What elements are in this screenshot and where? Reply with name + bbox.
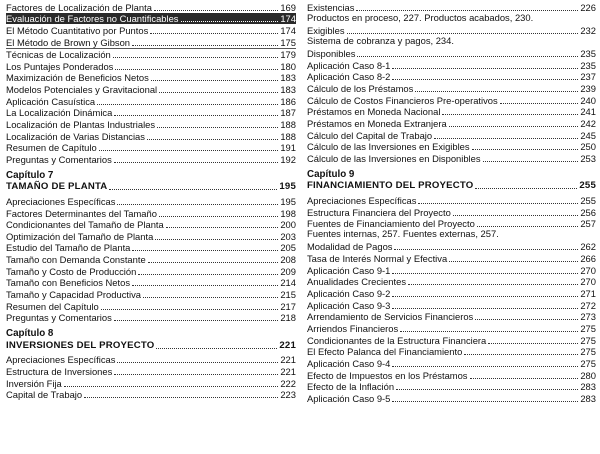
toc-subentries [307, 36, 596, 48]
dot-leader [181, 21, 279, 22]
toc-entry [307, 82, 596, 94]
toc-entry [307, 117, 596, 129]
toc-entry [6, 207, 296, 219]
dot-leader [101, 309, 279, 310]
toc-entry [307, 392, 596, 404]
toc-entry-title: FINANCIAMIENTO DEL PROYECTO [307, 180, 474, 192]
dot-leader [99, 150, 279, 151]
section-heading [6, 181, 296, 193]
toc-page-number: 255 [580, 194, 596, 206]
toc-entry-title: Modelos Potenciales y Gravitacional [6, 84, 158, 96]
dot-leader [400, 331, 578, 332]
toc-entry-title: Capítulo 7 [6, 169, 54, 181]
dot-leader [392, 401, 578, 402]
toc-entry-title: Disponibles [307, 48, 356, 60]
toc-entry [6, 13, 296, 25]
toc-entry-title: Cálculo del Capital de Trabajo [307, 129, 433, 141]
dot-leader [357, 56, 578, 57]
toc-entry [307, 141, 596, 153]
dot-leader [415, 91, 578, 92]
dot-leader [157, 127, 278, 128]
dot-leader [155, 239, 278, 240]
toc-entry [307, 94, 596, 106]
toc-entry [6, 60, 296, 72]
chapter-heading [307, 168, 596, 180]
toc-entry-title: Aplicación Caso 9-3 [307, 299, 391, 311]
toc-page-number: 187 [280, 107, 296, 119]
toc-entry [6, 195, 296, 207]
toc-entry [6, 277, 296, 289]
toc-entry [307, 241, 596, 253]
toc-entry [6, 95, 296, 107]
toc-entry [6, 49, 296, 61]
dot-leader [114, 115, 278, 116]
dot-leader [156, 348, 277, 349]
toc-page-number: 195 [279, 181, 296, 193]
toc-page-number: 221 [280, 354, 296, 366]
toc-page-number: 215 [280, 289, 296, 301]
toc-entry-title: Arrendamiento de Servicios Financieros [307, 311, 474, 323]
dot-leader [132, 45, 278, 46]
toc-page-number: 245 [580, 129, 596, 141]
toc-entry [307, 357, 596, 369]
toc-page-number: 169 [280, 1, 296, 13]
toc-entry [307, 369, 596, 381]
dot-leader [138, 274, 278, 275]
toc-entry-title: Tamaño y Costo de Producción [6, 265, 137, 277]
dot-leader [488, 343, 578, 344]
dot-leader [147, 139, 278, 140]
toc-entry [6, 389, 296, 401]
dot-leader [392, 308, 578, 309]
toc-entry [307, 194, 596, 206]
toc-entry-title: Aplicación Caso 9-4 [307, 357, 391, 369]
toc-right-column [307, 1, 596, 404]
toc-entry-title: Aplicación Caso 9-5 [307, 392, 391, 404]
toc-page-number: 183 [280, 72, 296, 84]
toc-entry [6, 24, 296, 36]
toc-page-number: 237 [580, 71, 596, 83]
toc-entry-title: Los Puntajes Ponderados [6, 60, 114, 72]
toc-entry-title: Factores Determinantes del Tamaño [6, 207, 157, 219]
toc-entry-title: Cálculo de las Inversiones en Disponibles [307, 152, 481, 164]
toc-entry-title: Aplicación Caso 9-1 [307, 264, 391, 276]
toc-page-number: 232 [580, 24, 596, 36]
toc-page-number: 180 [280, 60, 296, 72]
toc-page-number: 186 [280, 95, 296, 107]
toc-entry-title: El Efecto Palanca del Financiamiento [307, 346, 463, 358]
toc-entry [6, 365, 296, 377]
dot-leader [84, 397, 278, 398]
toc-entry-title: Resumen del Capítulo [6, 300, 99, 312]
toc-entry-title: Aplicación Caso 8-2 [307, 71, 391, 83]
toc-page-number: 223 [280, 389, 296, 401]
toc-entry [307, 59, 596, 71]
toc-page-number: 235 [580, 59, 596, 71]
toc-entry [6, 312, 296, 324]
dot-leader [392, 366, 578, 367]
dot-leader [434, 138, 578, 139]
dot-leader [392, 296, 578, 297]
toc-entry [6, 354, 296, 366]
toc-entry-title: Préstamos en Moneda Nacional [307, 106, 441, 118]
toc-entry-title: Preguntas y Comentarios [6, 153, 112, 165]
dot-leader [392, 68, 578, 69]
toc-entry [307, 48, 596, 60]
dot-leader [117, 362, 278, 363]
toc-entry [6, 1, 296, 13]
toc-entry-title: Técnicas de Localización [6, 49, 111, 61]
toc-page-number: 262 [580, 241, 596, 253]
dot-leader [453, 215, 579, 216]
toc-entry-title: Existencias [307, 1, 355, 13]
toc-entry-title: Tamaño y Capacidad Productiva [6, 289, 141, 301]
toc-entry-title: Modalidad de Pagos [307, 241, 393, 253]
dot-leader [97, 104, 278, 105]
dot-leader [150, 33, 278, 34]
toc-page-number: 270 [580, 264, 596, 276]
dot-leader [394, 249, 578, 250]
toc-entry [307, 287, 596, 299]
toc-entry [6, 72, 296, 84]
toc-entry [6, 265, 296, 277]
toc-page-number: 209 [280, 265, 296, 277]
dot-leader [154, 10, 278, 11]
toc-page-number: 275 [580, 346, 596, 358]
dot-leader [483, 161, 579, 162]
toc-entry [307, 381, 596, 393]
toc-page-number: 250 [580, 141, 596, 153]
toc-subentries [307, 229, 596, 241]
toc-entry-title: Arriendos Financieros [307, 322, 399, 334]
toc-subentries [307, 13, 596, 25]
dot-leader [115, 69, 278, 70]
toc-entry-title: Tasa de Interés Normal y Efectiva [307, 253, 448, 265]
toc-entry [307, 299, 596, 311]
toc-entry-title: Préstamos en Moneda Extranjera [307, 118, 447, 130]
toc-page-number: 192 [280, 153, 296, 165]
toc-entry-title: Aplicación Caso 9-2 [307, 288, 391, 300]
toc-entry [307, 129, 596, 141]
toc-entry-title: Tamaño con Beneficios Netos [6, 277, 131, 289]
dot-leader [166, 227, 279, 228]
toc-page-number: 183 [280, 84, 296, 96]
toc-entry-title: Optimización del Tamaño de Planta [6, 230, 154, 242]
dot-leader [113, 57, 279, 58]
toc-entry [6, 142, 296, 154]
toc-entry [6, 36, 296, 49]
toc-page-number: 239 [580, 83, 596, 95]
toc-page-number: 214 [280, 277, 296, 289]
toc-entry [6, 153, 296, 165]
toc-entry-title: Inversión Fija [6, 377, 62, 389]
toc-page-number: 226 [580, 1, 596, 13]
toc-page-number: 221 [280, 365, 296, 377]
dot-leader [143, 297, 278, 298]
dot-leader [114, 162, 279, 163]
toc-entry-title: Estructura de Inversiones [6, 365, 113, 377]
toc-page-number: 198 [280, 207, 296, 219]
toc-entry [307, 71, 596, 83]
toc-left-column [6, 1, 296, 400]
toc-entry-title: Cálculo de los Préstamos [307, 83, 414, 95]
dot-leader [159, 92, 278, 93]
toc-entry [307, 152, 596, 164]
toc-entry-title: Estructura Financiera del Proyecto [307, 206, 451, 218]
toc-entry [307, 206, 596, 218]
toc-page-number: 240 [580, 94, 596, 106]
toc-entry [6, 83, 296, 95]
toc-page-number: 221 [279, 339, 296, 351]
toc-entry-title: Aplicación Caso 8-1 [307, 59, 391, 71]
toc-page-number: 179 [280, 49, 296, 61]
toc-page-number: 270 [580, 276, 596, 288]
dot-leader [472, 149, 579, 150]
toc-entry-title: La Localización Dinámica [6, 107, 113, 119]
toc-page-number: 222 [280, 377, 296, 389]
toc-page-number: 191 [280, 142, 296, 154]
dot-leader [475, 188, 577, 189]
toc-entry-title: INVERSIONES DEL PROYECTO [6, 339, 155, 351]
toc-entry-title: Capítulo 8 [6, 327, 54, 339]
toc-entry [307, 106, 596, 118]
toc-entry [6, 230, 296, 242]
toc-page-number: 217 [280, 300, 296, 312]
toc-entry-title: Efecto de Impuestos en los Préstamos [307, 369, 468, 381]
dot-leader [475, 319, 578, 320]
toc-entry-title: Aplicación Casuística [6, 95, 96, 107]
dot-leader [396, 389, 578, 390]
chapter-heading [6, 327, 296, 339]
toc-entry-title: Fuentes de Financiamiento del Proyecto [307, 218, 475, 230]
toc-entry-title: Tamaño con Demanda Constante [6, 254, 146, 266]
dot-leader [159, 216, 278, 217]
toc-page-number: 275 [580, 322, 596, 334]
toc-page-number: 174 [280, 13, 296, 25]
toc-entry [6, 288, 296, 300]
toc-page-number: 266 [580, 253, 596, 265]
toc-entry-title: Preguntas y Comentarios [6, 312, 112, 324]
toc-entry [307, 311, 596, 323]
dot-leader [449, 261, 578, 262]
toc-entry-title: El Método de Brown y Gibson [6, 36, 131, 48]
toc-entry-title: Efecto de la Inflación [307, 381, 395, 393]
toc-entry-title: Localización de Varias Distancias [6, 130, 145, 142]
toc-entry [307, 264, 596, 276]
toc-entry [6, 242, 296, 254]
toc-page-number: 273 [580, 311, 596, 323]
toc-page-number: 255 [579, 180, 596, 192]
toc-entry-title: Capital de Trabajo [6, 389, 83, 401]
dot-leader [356, 10, 578, 11]
toc-entry [307, 276, 596, 288]
dot-leader [347, 33, 579, 34]
toc-entry-title: Anualidades Crecientes [307, 276, 407, 288]
toc-page-number: 256 [580, 206, 596, 218]
toc-page-number: 200 [280, 219, 296, 231]
toc-entry-title: Condicionantes del Tamaño de Planta [6, 219, 164, 231]
toc-page-number: 253 [580, 152, 596, 164]
dot-leader [442, 114, 578, 115]
toc-entry-title: Exigibles [307, 24, 345, 36]
toc-entry-title: Resumen de Capítulo [6, 142, 97, 154]
toc-page-number: 257 [580, 218, 596, 230]
toc-entry [307, 322, 596, 334]
toc-page-number: 271 [580, 288, 596, 300]
toc-page-number: 203 [280, 230, 296, 242]
section-heading [6, 339, 296, 351]
dot-leader [470, 378, 579, 379]
dot-leader [500, 103, 579, 104]
dot-leader [477, 226, 579, 227]
toc-entry-title: Estudio del Tamaño de Planta [6, 242, 131, 254]
toc-entry-title: Cálculo de Costos Financieros Pre-operativos [307, 94, 498, 106]
toc-page-number: 283 [580, 381, 596, 393]
toc-page-number: 272 [580, 299, 596, 311]
dot-leader [408, 284, 578, 285]
toc-entry-title: Evaluación de Factores no Cuantificables [6, 13, 179, 25]
toc-entry [6, 219, 296, 231]
toc-entry-title: Apreciaciones Específicas [6, 354, 116, 366]
toc-entry [6, 107, 296, 119]
toc-page-number: 275 [580, 357, 596, 369]
toc-entry-title: Condicionantes de la Estructura Financiera [307, 334, 487, 346]
toc-page-number: 280 [580, 369, 596, 381]
toc-page-number: 175 [280, 36, 296, 48]
toc-entry-title: Capítulo 9 [307, 168, 355, 180]
toc-entry [307, 334, 596, 346]
toc-entry-title: Factores de Localización de Planta [6, 1, 152, 13]
dot-leader [392, 79, 578, 80]
toc-entry-title: TAMAÑO DE PLANTA [6, 181, 108, 193]
dot-leader [132, 250, 278, 251]
toc-page-number: 283 [580, 392, 596, 404]
toc-page-number: 188 [280, 130, 296, 142]
dot-leader [132, 285, 278, 286]
toc-entry-title: Apreciaciones Específicas [307, 194, 417, 206]
dot-leader [392, 273, 578, 274]
dot-leader [449, 126, 579, 127]
toc-page-number: 218 [280, 312, 296, 324]
dot-leader [114, 374, 278, 375]
toc-page-number: 195 [280, 195, 296, 207]
dot-leader [464, 354, 578, 355]
toc-entry [307, 346, 596, 358]
toc-page-number: 235 [580, 48, 596, 60]
toc-entry [6, 118, 296, 130]
toc-entry-title: Cálculo de las Inversiones en Exigibles [307, 141, 470, 153]
dot-leader [151, 80, 279, 81]
toc-entry [307, 252, 596, 264]
toc-entry-title: Maximización de Beneficios Netos [6, 72, 149, 84]
toc-entry-title: Sistema de cobranza y pagos, 234. [307, 34, 454, 46]
toc-page-number: 242 [580, 118, 596, 130]
dot-leader [117, 204, 278, 205]
toc-page-number: 241 [580, 106, 596, 118]
chapter-heading [6, 169, 296, 181]
toc-page-number: 188 [280, 119, 296, 131]
toc-page-number: 208 [280, 254, 296, 266]
toc-entry [6, 253, 296, 265]
toc-entry-title: Productos en proceso, 227. Productos acabados, 230. [307, 11, 534, 23]
toc-page-number: 205 [280, 242, 296, 254]
toc-entry [6, 300, 296, 312]
toc-page-number: 275 [580, 334, 596, 346]
dot-leader [418, 203, 578, 204]
dot-leader [64, 386, 279, 387]
toc-entry [6, 130, 296, 142]
toc-entry-title: Fuentes internas, 257. Fuentes externas, 257. [307, 228, 499, 240]
dot-leader [114, 320, 279, 321]
toc-entry-title: El Método Cuantitativo por Puntos [6, 24, 149, 36]
dot-leader [109, 189, 277, 190]
toc-entry [6, 377, 296, 389]
dot-leader [148, 262, 279, 263]
toc-entry-title: Localización de Plantas Industriales [6, 119, 156, 131]
toc-entry-title: Apreciaciones Específicas [6, 195, 116, 207]
section-heading [307, 180, 596, 192]
toc-page-number: 174 [280, 24, 296, 36]
